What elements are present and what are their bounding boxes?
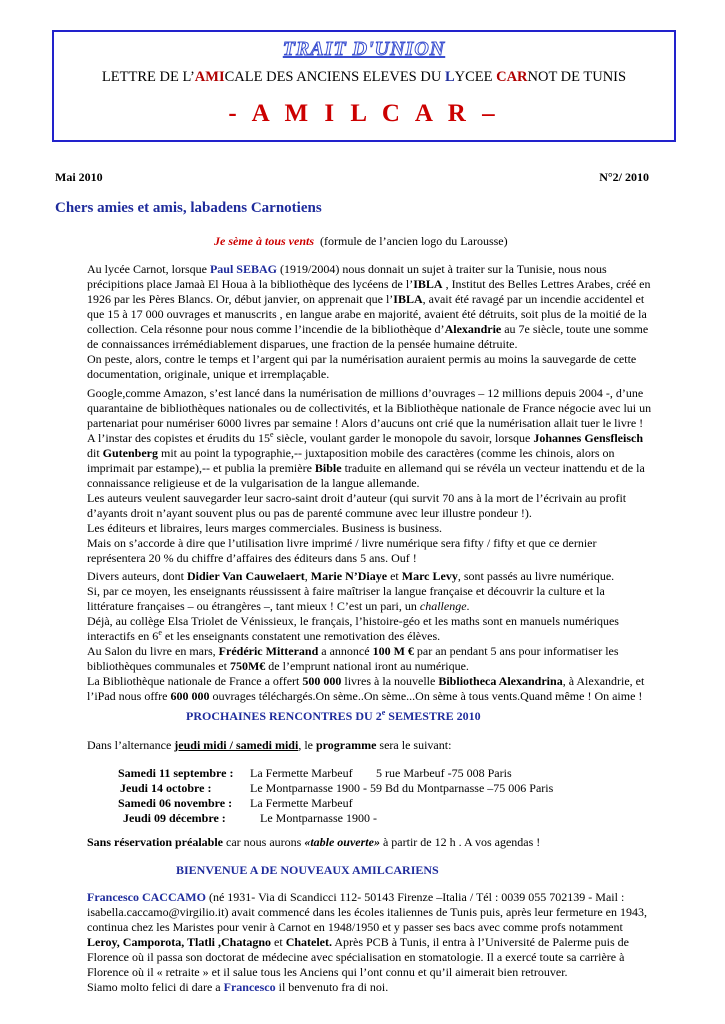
masthead-amilcar: - A M I L C A R – [228,100,500,127]
paragraph-ibla: Au lycée Carnot, lorsque Paul SEBAG (1919/2004) nous donnait un sujet à traiter sur la Tunisie, nous nous précipitions place Jamaà El Houa à la bibliothèque des lycéens de l’IBLA , Institut des Belles Lettres Arabes, créé en 1926 par les Pères Blancs. Or, début janvier, on apprenait que l’IBLA, avait été ravagé par un incendie accidentel et que 15 à 17 000 ouvrages et manuscrits , en langue arabe en majorité, avaient été détruits, soit plus de la moitié de la collection. Cela résonne pour nous comme l’incendie de la bibliothèque d’Alexandrie au 7e siècle, toute une somme de connaissances irrémédiablement disparues, une fraction de la pensée humaine détruite. On peste, alors, contre le temps et l’argent qui par la numérisation auraient permis au moins la sauvegarde de cette documentation, originale, unique et irremplaçable. [87,262,651,381]
schedule-list [118,766,553,826]
motto: Je sème à tous vents (formule de l’ancien logo du Larousse) [214,234,508,248]
section-bienvenue: BIENVENUE A DE NOUVEAUX AMILCARIENS [176,863,439,877]
schedule-row: Jeudi 14 octobre : Le Montparnasse 1900 - 59 Bd du Montparnasse –75 006 Paris [120,781,554,795]
masthead [52,30,676,142]
paragraph-auteurs: Divers auteurs, dont Didier Van Cauwelaert, Marie N’Diaye et Marc Levy, sont passés au livre numérique. Si, par ce moyen, les enseignants réussissent à faire maîtriser la langue française et découvrir la culture et la littérature françaises – ou étrangères –, tant mieux ! C’est un pari, un challenge. Déjà, au collège Elsa Triolet de Vénissieux, le français, l’histoire-géo et les maths sont en manuels numériques interactifs en 6e et les enseignants constatent une remotivation des élèves. Au Salon du livre en mars, Frédéric Mitterand a annoncé 100 M € par an pendant 5 ans pour informatiser les bibliothèques communales et 750M€ de l’emprunt national iront au numérique. La Bibliothèque nationale de France a offert 500 000 livres à la nouvelle Bibliotheca Alexandrina, à Alexandrie, et l’iPad nous offre 600 000 ouvrages téléchargés.On sème..On sème...On sème à tous vents.Quand même ! On aime ! [87,569,645,703]
greeting: Chers amies et amis, labadens Carnotiens [55,200,322,216]
schedule-row: Samedi 11 septembre : La Fermette Marbeuf 5 rue Marbeuf -75 008 Paris [118,766,512,780]
paragraph-caccamo: Francesco CACCAMO (né 1931- Via di Scandicci 112- 50143 Firenze –Italia / Tél : 0039 055 702139 - Mail : isabella.caccamo@virgilio.it) avait commencé dans les écoles italiennes de Tunis puis, après leur fermeture en 1943, continua chez les Maristes pour venir à Carnot en 1948/1950 et y passer ses bacs avec comme profs notamment Leroy, Camporota, Tlatli ,Chatagno et Chatelet. Après PCB à Tunis, il entra à l’Université de Palerme puis de Florence où il passa son doctorat de médecine avec spécialisation en stomatologie. Il a exercé toute sa carrière à Florence où il « retraite » et il salue tous les Anciens qui l’ont connu et qu’il aimerait bien retrouver. Siamo molto felici di dare a Francesco il benvenuto fra di noi. [87,890,647,994]
schedule-row: Jeudi 09 décembre : Le Montparnasse 1900 - [123,811,377,825]
alternance-line: Dans l’alternance jeudi midi / samedi midi, le programme sera le suivant: [87,738,452,752]
masthead-title: TRAIT D'UNION [282,38,446,60]
section-prochaines-rencontres: PROCHAINES RENCONTRES DU 2e SEMESTRE 2010 [186,708,481,723]
issue-date: Mai 2010 [55,170,103,184]
reservation-line: Sans réservation préalable car nous aurons «table ouverte» à partir de 12 h . A vos agendas ! [87,835,541,849]
masthead-subtitle: LETTRE DE L’AMICALE DES ANCIENS ELEVES DU LYCEE CARNOT DE TUNIS [101,69,627,85]
schedule-row: Samedi 06 novembre : La Fermette Marbeuf [118,796,353,810]
paragraph-google: Google,comme Amazon, s’est lancé dans la numérisation de millions d’ouvrages – 12 millions depuis 2004 -, d’une quarantaine de bibliothèques nationales ou de collectivités, et la Bibliothèque nationale de France négocie avec lui un partenariat pour numériser 6000 livres par semaine ! Alors d’aucuns ont crié que la numérisation allait tuer le livre ! A l’instar des copistes et érudits du 15e siècle, voulant garder le monopole du savoir, lorsque Johannes Gensfleisch dit Gutenberg mit au point la typographie,-- juxtaposition mobile des caractères (comme les chinois, alors on imprimait par estampe),-- et publia la première Bible traduite en allemand qui se révéla un vecteur inattendu et de la connaissance religieuse et de la vulgarisation de la langue allemande. Les auteurs veulent sauvegarder leur sacro-saint droit d’auteur (qui survit 70 ans à la mort de l’écrivain au profit d’ayants droit n’ayant souvent plus ou pas de parenté commune avec leur illustre pondeur !). Les éditeurs et libraires, leurs marges commerciales. Business is business. Mais on s’accorde à dire que l’utilisation livre imprimé / livre numérique sera fifty / fifty et que ce dernier représentera 20 % du chiffre d’affaires des éditeurs dans 5 ans. Ouf ! [87,386,652,565]
issue-number: N°2/ 2010 [599,170,649,184]
